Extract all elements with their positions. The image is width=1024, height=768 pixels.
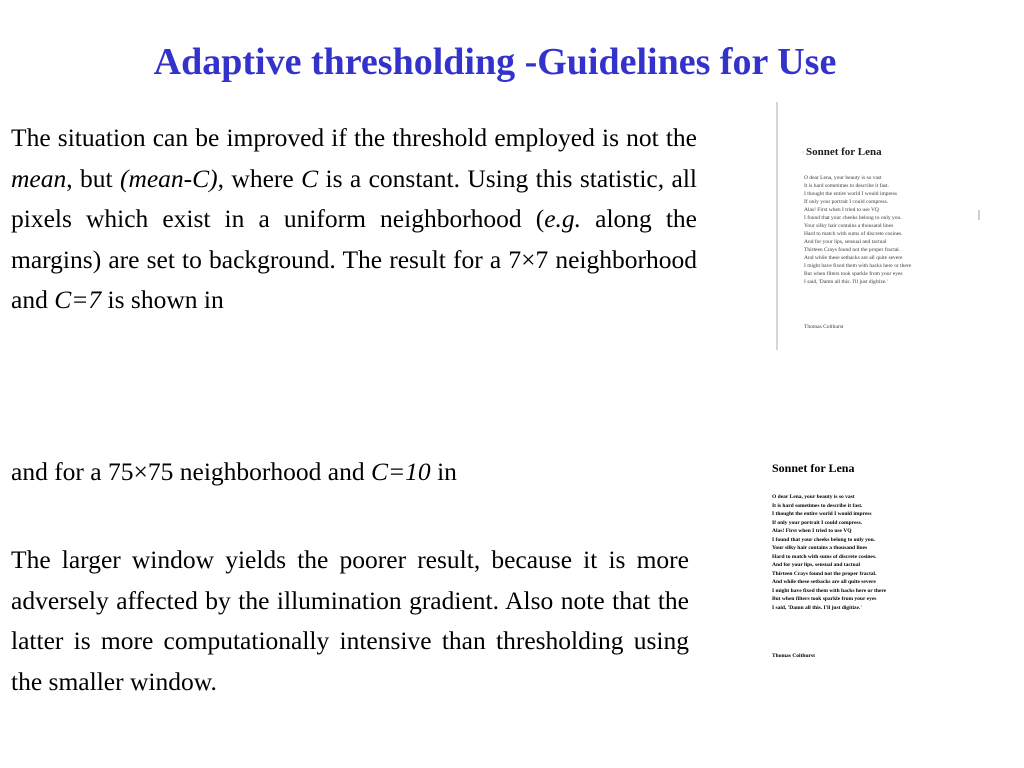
slide-title: Adaptive thresholding -Guidelines for Use [153,41,837,83]
sonnet-line: I thought the entire world I would impress [772,511,872,517]
paragraph1-text-1: The situation can be improved if the threshold employed is not the [11,123,697,152]
paragraph2-text-1: and for a 75×75 neighborhood and [11,457,371,486]
paragraph-comparison: The larger window yields the poorer result, because it is more adversely affected by the illumination gradient. Also note that the latter is more computationally intensive than thresholding using the smaller window. [11,545,689,696]
sonnet-lines [772,493,886,612]
sonnet-line: If only your portrait I could compress. [804,199,889,205]
sonnet-line: Hard to match with sums of discrete cosines. [804,231,903,237]
result-image-7x7 [776,100,986,352]
sonnet-author: Thomas Colthurst [804,324,844,330]
sonnet-line: I might have fixed them with hacks here or there [772,587,887,594]
paragraph1-text-3: , where [217,163,302,193]
sonnet-line: O dear Lena, your beauty is so vast [804,175,882,181]
bullet-mark: · [802,148,805,157]
paragraph2-text-2: in [430,457,457,486]
image-edge-left [776,102,778,350]
sonnet-line: I might have fixed them with hacks here or there [804,263,912,269]
paragraph1-text-5: along the margins) are set to background. The result for a 7×7 neighborhood and [11,204,697,314]
sonnet-line: But when filters took sparkle from your eyes [804,271,903,277]
paragraph-adaptive-threshold-intro [11,118,697,321]
image-edge-right [978,210,980,220]
sonnet-title: Sonnet for Lena [806,146,882,158]
sonnet-line: I said, 'Damn all this. I'll just digitize.' [804,279,888,285]
term-eg: e.g. [544,204,582,233]
sonnet-line: I found that your cheeks belong to only you. [804,215,902,221]
term-mean-minus-c: (mean-C) [119,163,218,193]
term-c-equals-10: C=10 [370,457,431,486]
paragraph1-text-6: is shown in [101,285,224,314]
sonnet-author: Thomas Colthurst [772,653,815,659]
sonnet-line: It is hard sometimes to describe it fast. [804,183,889,189]
paragraph-larger-neighborhood [11,452,697,493]
sonnet-line: Hard to match with sums of discrete cosines. [772,553,877,560]
sonnet-line: Thirteen Crays found not the proper fractal. [772,570,877,577]
term-c: C [301,163,319,193]
sonnet-line: And for your lips, sensual and tactual [804,239,887,245]
sonnet-line: But when filters took sparkle from your eyes [772,596,877,602]
sonnet-line: Your silky hair contains a thousand lines [804,223,894,229]
paragraph1-text-4: is a constant. Using this statistic, all pixels which exist in a uniform neighborhood ( [11,163,697,233]
sonnet-line: If only your portrait I could compress. [772,519,863,526]
sonnet-line: Your silky hair contains a thousand lines [772,545,868,551]
sonnet-line: O dear Lena, your beauty is so vast [772,494,855,500]
sonnet-line: Alas! First when I tried to use VQ [804,207,879,213]
term-c-equals-7: C=7 [54,285,102,314]
paragraph1-text-2: , but [66,163,120,193]
sonnet-title: Sonnet for Lena [772,461,855,475]
sonnet-line: And while these setbacks are all quite severe [804,255,903,261]
term-mean: mean [11,163,67,193]
sonnet-lines [804,174,911,286]
sonnet-line: I said, 'Damn all this. I'll just digitize.' [772,604,862,611]
sonnet-line: I thought the entire world I would impress [804,191,898,197]
sonnet-line: I found that your cheeks belong to only you. [772,536,876,543]
sonnet-line: Alas! First when I tried to use VQ [772,528,852,534]
sonnet-line: Thirteen Crays found not the proper fractal. [804,247,901,253]
sonnet-line: It is hard sometimes to describe it fast. [772,502,863,509]
result-image-75x75 [764,455,974,665]
sonnet-line: And while these setbacks are all quite severe [772,579,876,585]
sonnet-line: And for your lips, sensual and tactual [772,562,860,568]
